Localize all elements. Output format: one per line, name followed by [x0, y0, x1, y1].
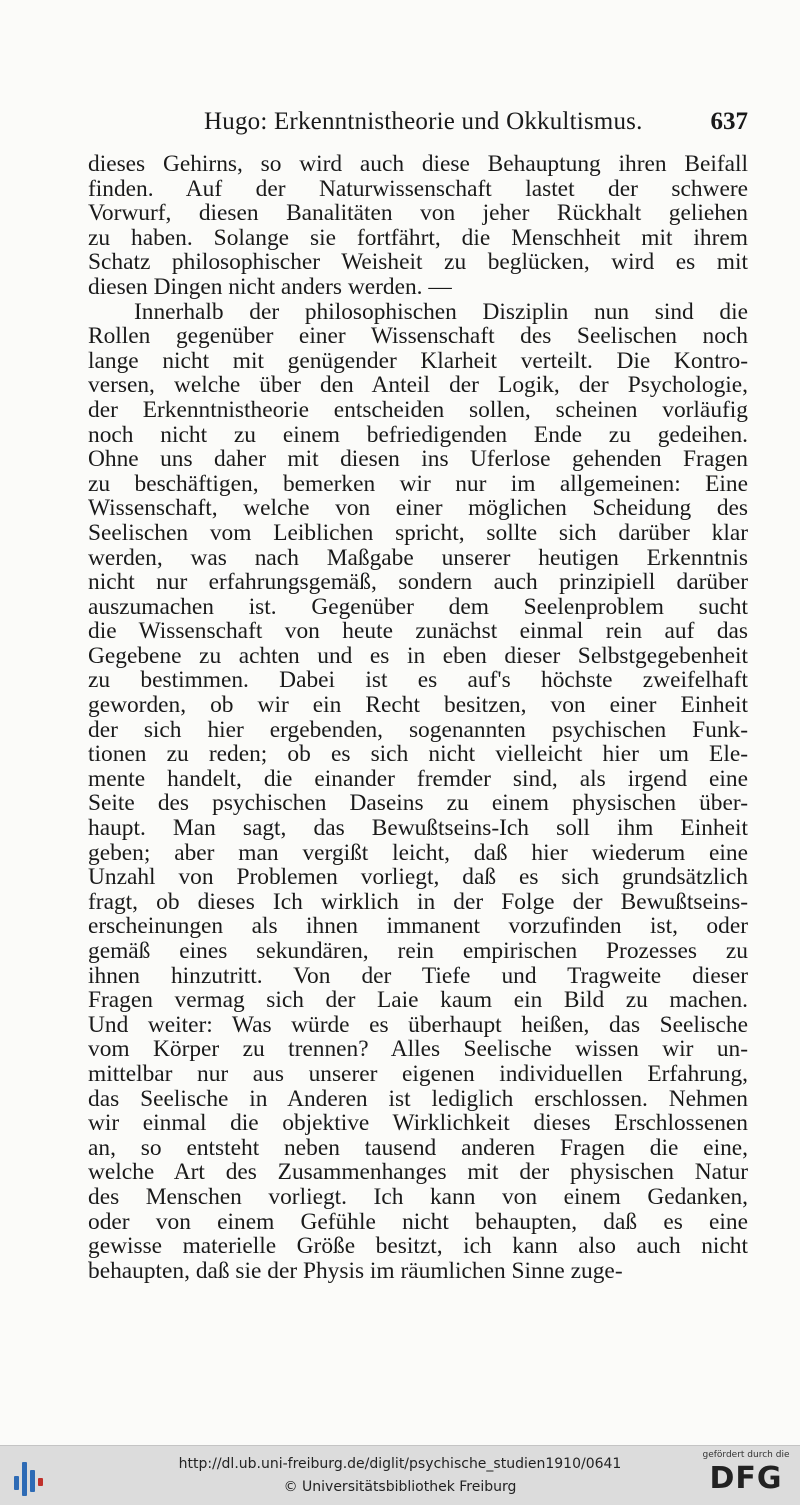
text-line: wir einmal die objektive Wirklichkeit dieses Erschlossenen: [88, 1111, 748, 1136]
text-line: oder von einem Gefühle nicht behaupten, daß es eine: [88, 1209, 748, 1235]
text-line: Seite des psychischen Daseins zu einem physischen über-: [88, 791, 748, 817]
text-line: Und weiter: Was würde es überhaupt heißen, das Seelische: [88, 1012, 748, 1038]
text-line: werden, was nach Maßgabe unserer heutigen Erkenntnis: [88, 545, 748, 571]
text-line: der sich hier ergebenden, sogenannten psychischen Funk-: [88, 717, 748, 743]
text-line: versen, welche über den Anteil der Logik, der Psychologie,: [88, 373, 748, 398]
text-line: gewisse materielle Größe besitzt, ich kann also auch nicht: [88, 1234, 748, 1259]
text-line: zu bestimmen. Dabei ist es auf's höchste zweifelhaft: [88, 668, 748, 694]
text-line: Unzahl von Problemen vorliegt, daß es sich grundsätzlich: [88, 865, 748, 890]
text-line: Gegebene zu achten und es in eben dieser Selbstgegebenheit: [88, 643, 748, 669]
text-line: das Seelische in Anderen ist lediglich erschlossen. Nehmen: [88, 1086, 748, 1112]
text-line: behaupten, daß sie der Physis im räumlichen Sinne zuge-: [88, 1258, 623, 1284]
text-line: finden. Auf der Naturwissenschaft lastet der schwere: [88, 176, 748, 202]
text-line: diesen Dingen nicht anders werden. —: [88, 274, 452, 300]
text-line: geworden, ob wir ein Recht besitzen, von einer Einheit: [88, 693, 748, 718]
text-line: Seelischen vom Leiblichen spricht, sollte sich darüber klar: [88, 520, 748, 546]
text-line: auszumachen ist. Gegenüber dem Seelenproblem sucht: [88, 594, 748, 620]
text-line: fragt, ob dieses Ich wirklich in der Folge der Bewußtseins-: [88, 889, 748, 915]
text-line: geben; aber man vergißt leicht, daß hier wiederum eine: [88, 840, 748, 866]
text-line: erscheinungen als ihnen immanent vorzufinden ist, oder: [88, 914, 748, 939]
dfg-caption: gefördert durch die: [702, 1450, 790, 1460]
text-line: welche Art des Zusammenhanges mit der physischen Natur: [88, 1160, 748, 1185]
text-line: noch nicht zu einem befriedigenden Ende zu gedeihen.: [88, 422, 748, 448]
text-line: tionen zu reden; ob es sich nicht vielleicht hier um Ele-: [88, 742, 748, 767]
text-line: Innerhalb der philosophischen Disziplin nun sind die: [134, 299, 748, 325]
page-number: 637: [710, 108, 748, 135]
text-line: lange nicht mit genügender Klarheit verteilt. Die Kontro-: [88, 348, 748, 374]
body-text: [88, 152, 748, 1283]
running-title: Hugo: Erkenntnistheorie und Okkultismus.: [204, 108, 643, 135]
text-line: haupt. Man sagt, das Bewußtseins-Ich soll ihm Einheit: [88, 816, 748, 841]
page-header: [88, 108, 748, 142]
text-line: dieses Gehirns, so wird auch diese Behauptung ihren Beifall: [88, 152, 748, 177]
permalink-url[interactable]: http://dl.ub.uni-freiburg.de/diglit/psychische_studien1910/0641: [178, 1456, 622, 1472]
text-line: nicht nur erfahrungsgemäß, sondern auch prinzipiell darüber: [88, 570, 748, 595]
text-line: die Wissenschaft von heute zunächst einmal rein auf das: [88, 619, 748, 644]
viewer-footer: [0, 1445, 800, 1505]
text-line: vom Körper zu trennen? Alles Seelische wissen wir un-: [88, 1037, 748, 1062]
text-line: zu beschäftigen, bemerken wir nur im allgemeinen: Eine: [88, 471, 748, 497]
text-line: Ohne uns daher mit diesen ins Uferlose gehenden Fragen: [88, 447, 748, 472]
text-line: zu haben. Solange sie fortfährt, die Menschheit mit ihrem: [88, 225, 748, 251]
dfg-funding-badge: [700, 1450, 792, 1502]
dfg-logo: DFG: [709, 1461, 783, 1496]
text-line: mente handelt, die einander fremder sind, als irgend eine: [88, 766, 748, 792]
text-line: Fragen vermag sich der Laie kaum ein Bild zu machen.: [88, 988, 748, 1013]
text-line: Wissenschaft, welche von einer möglichen Scheidung des: [88, 496, 748, 521]
text-line: des Menschen vorliegt. Ich kann von einem Gedanken,: [88, 1184, 748, 1210]
text-line: an, so entsteht neben tausend anderen Fragen die eine,: [88, 1135, 748, 1161]
text-line: Vorwurf, diesen Banalitäten von jeher Rückhalt geliehen: [88, 201, 748, 226]
text-line: mittelbar nur aus unserer eigenen individuellen Erfahrung,: [88, 1061, 748, 1087]
text-line: Schatz philosophischer Weisheit zu beglücken, wird es mit: [88, 250, 748, 275]
text-line: ihnen hinzutritt. Von der Tiefe und Tragweite dieser: [88, 963, 748, 989]
text-line: Rollen gegenüber einer Wissenschaft des Seelischen noch: [88, 324, 748, 349]
copyright-notice: © Universitätsbibliothek Freiburg: [283, 1479, 517, 1495]
text-line: gemäß eines sekundären, rein empirischen Prozesses zu: [88, 939, 748, 964]
text-line: der Erkenntnistheorie entscheiden sollen, scheinen vorläufig: [88, 397, 748, 423]
